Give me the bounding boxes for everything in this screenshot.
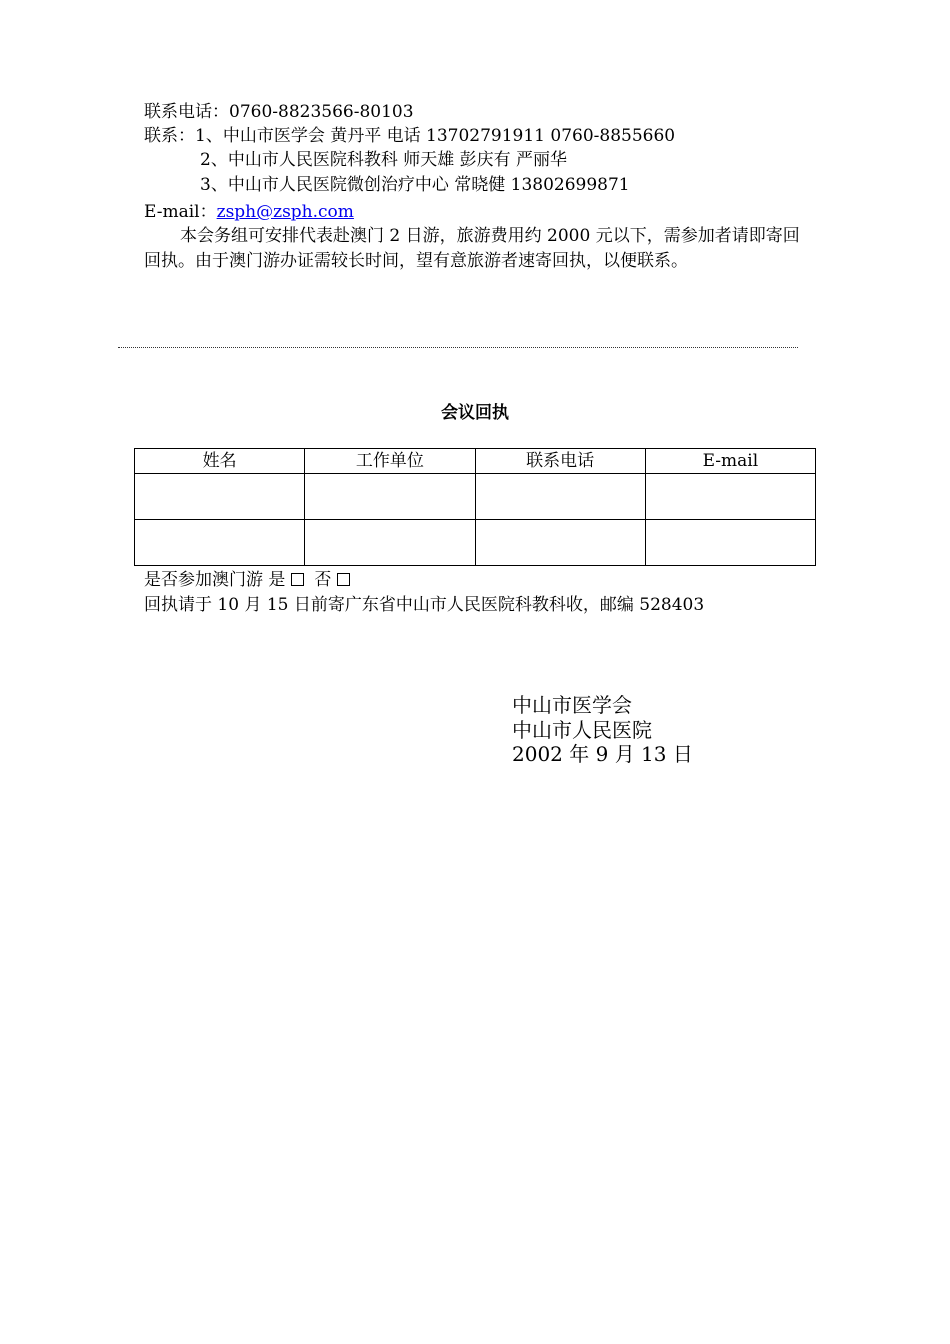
no-label: 否 [314, 570, 332, 590]
column-header-email: E-mail [645, 449, 815, 474]
table-row [135, 520, 816, 566]
yes-checkbox[interactable] [291, 573, 304, 586]
table-header-row [135, 449, 816, 474]
tour-question-line [144, 568, 354, 592]
column-header-phone: 联系电话 [475, 449, 645, 474]
table-cell[interactable] [475, 474, 645, 520]
receipt-title: 会议回执 [441, 403, 509, 423]
signature-org-1: 中山市医学会 [512, 693, 632, 717]
contact-phone-line: 联系电话：0760-8823566-80103 [144, 102, 414, 122]
email-line [144, 200, 354, 224]
contact-line-3: 3、中山市人民医院微创治疗中心 常晓健 13802699871 [200, 175, 630, 195]
table-cell[interactable] [475, 520, 645, 566]
table-cell[interactable] [645, 474, 815, 520]
cut-line-divider [118, 347, 798, 348]
signature-org-2: 中山市人民医院 [512, 718, 652, 742]
tour-question-label: 是否参加澳门游 是 [144, 570, 286, 590]
table-cell[interactable] [305, 520, 475, 566]
email-label: E-mail： [144, 202, 217, 222]
table-cell[interactable] [305, 474, 475, 520]
contact-line-2: 2、中山市人民医院科教科 师天雄 彭庆有 严丽华 [200, 150, 568, 170]
receipt-table [134, 448, 816, 566]
table-cell[interactable] [645, 520, 815, 566]
column-header-name: 姓名 [135, 449, 305, 474]
column-header-workplace: 工作单位 [305, 449, 475, 474]
tour-paragraph: 本会务组可安排代表赴澳门 2 日游，旅游费用约 2000 元以下，需参加者请即寄回回执。由于澳门游办证需较长时间，望有意旅游者速寄回执，以便联系。 [144, 226, 800, 271]
signature-date: 2002 年 9 月 13 日 [512, 742, 693, 766]
email-link[interactable]: zsph@zsph.com [216, 202, 354, 222]
no-checkbox[interactable] [337, 573, 350, 586]
mail-instruction: 回执请于 10 月 15 日前寄广东省中山市人民医院科教科收，邮编 528403 [144, 595, 705, 615]
table-cell[interactable] [135, 474, 305, 520]
table-row [135, 474, 816, 520]
table-cell[interactable] [135, 520, 305, 566]
contact-line-1: 联系：1、中山市医学会 黄丹平 电话 13702791911 0760-8855660 [144, 126, 676, 146]
